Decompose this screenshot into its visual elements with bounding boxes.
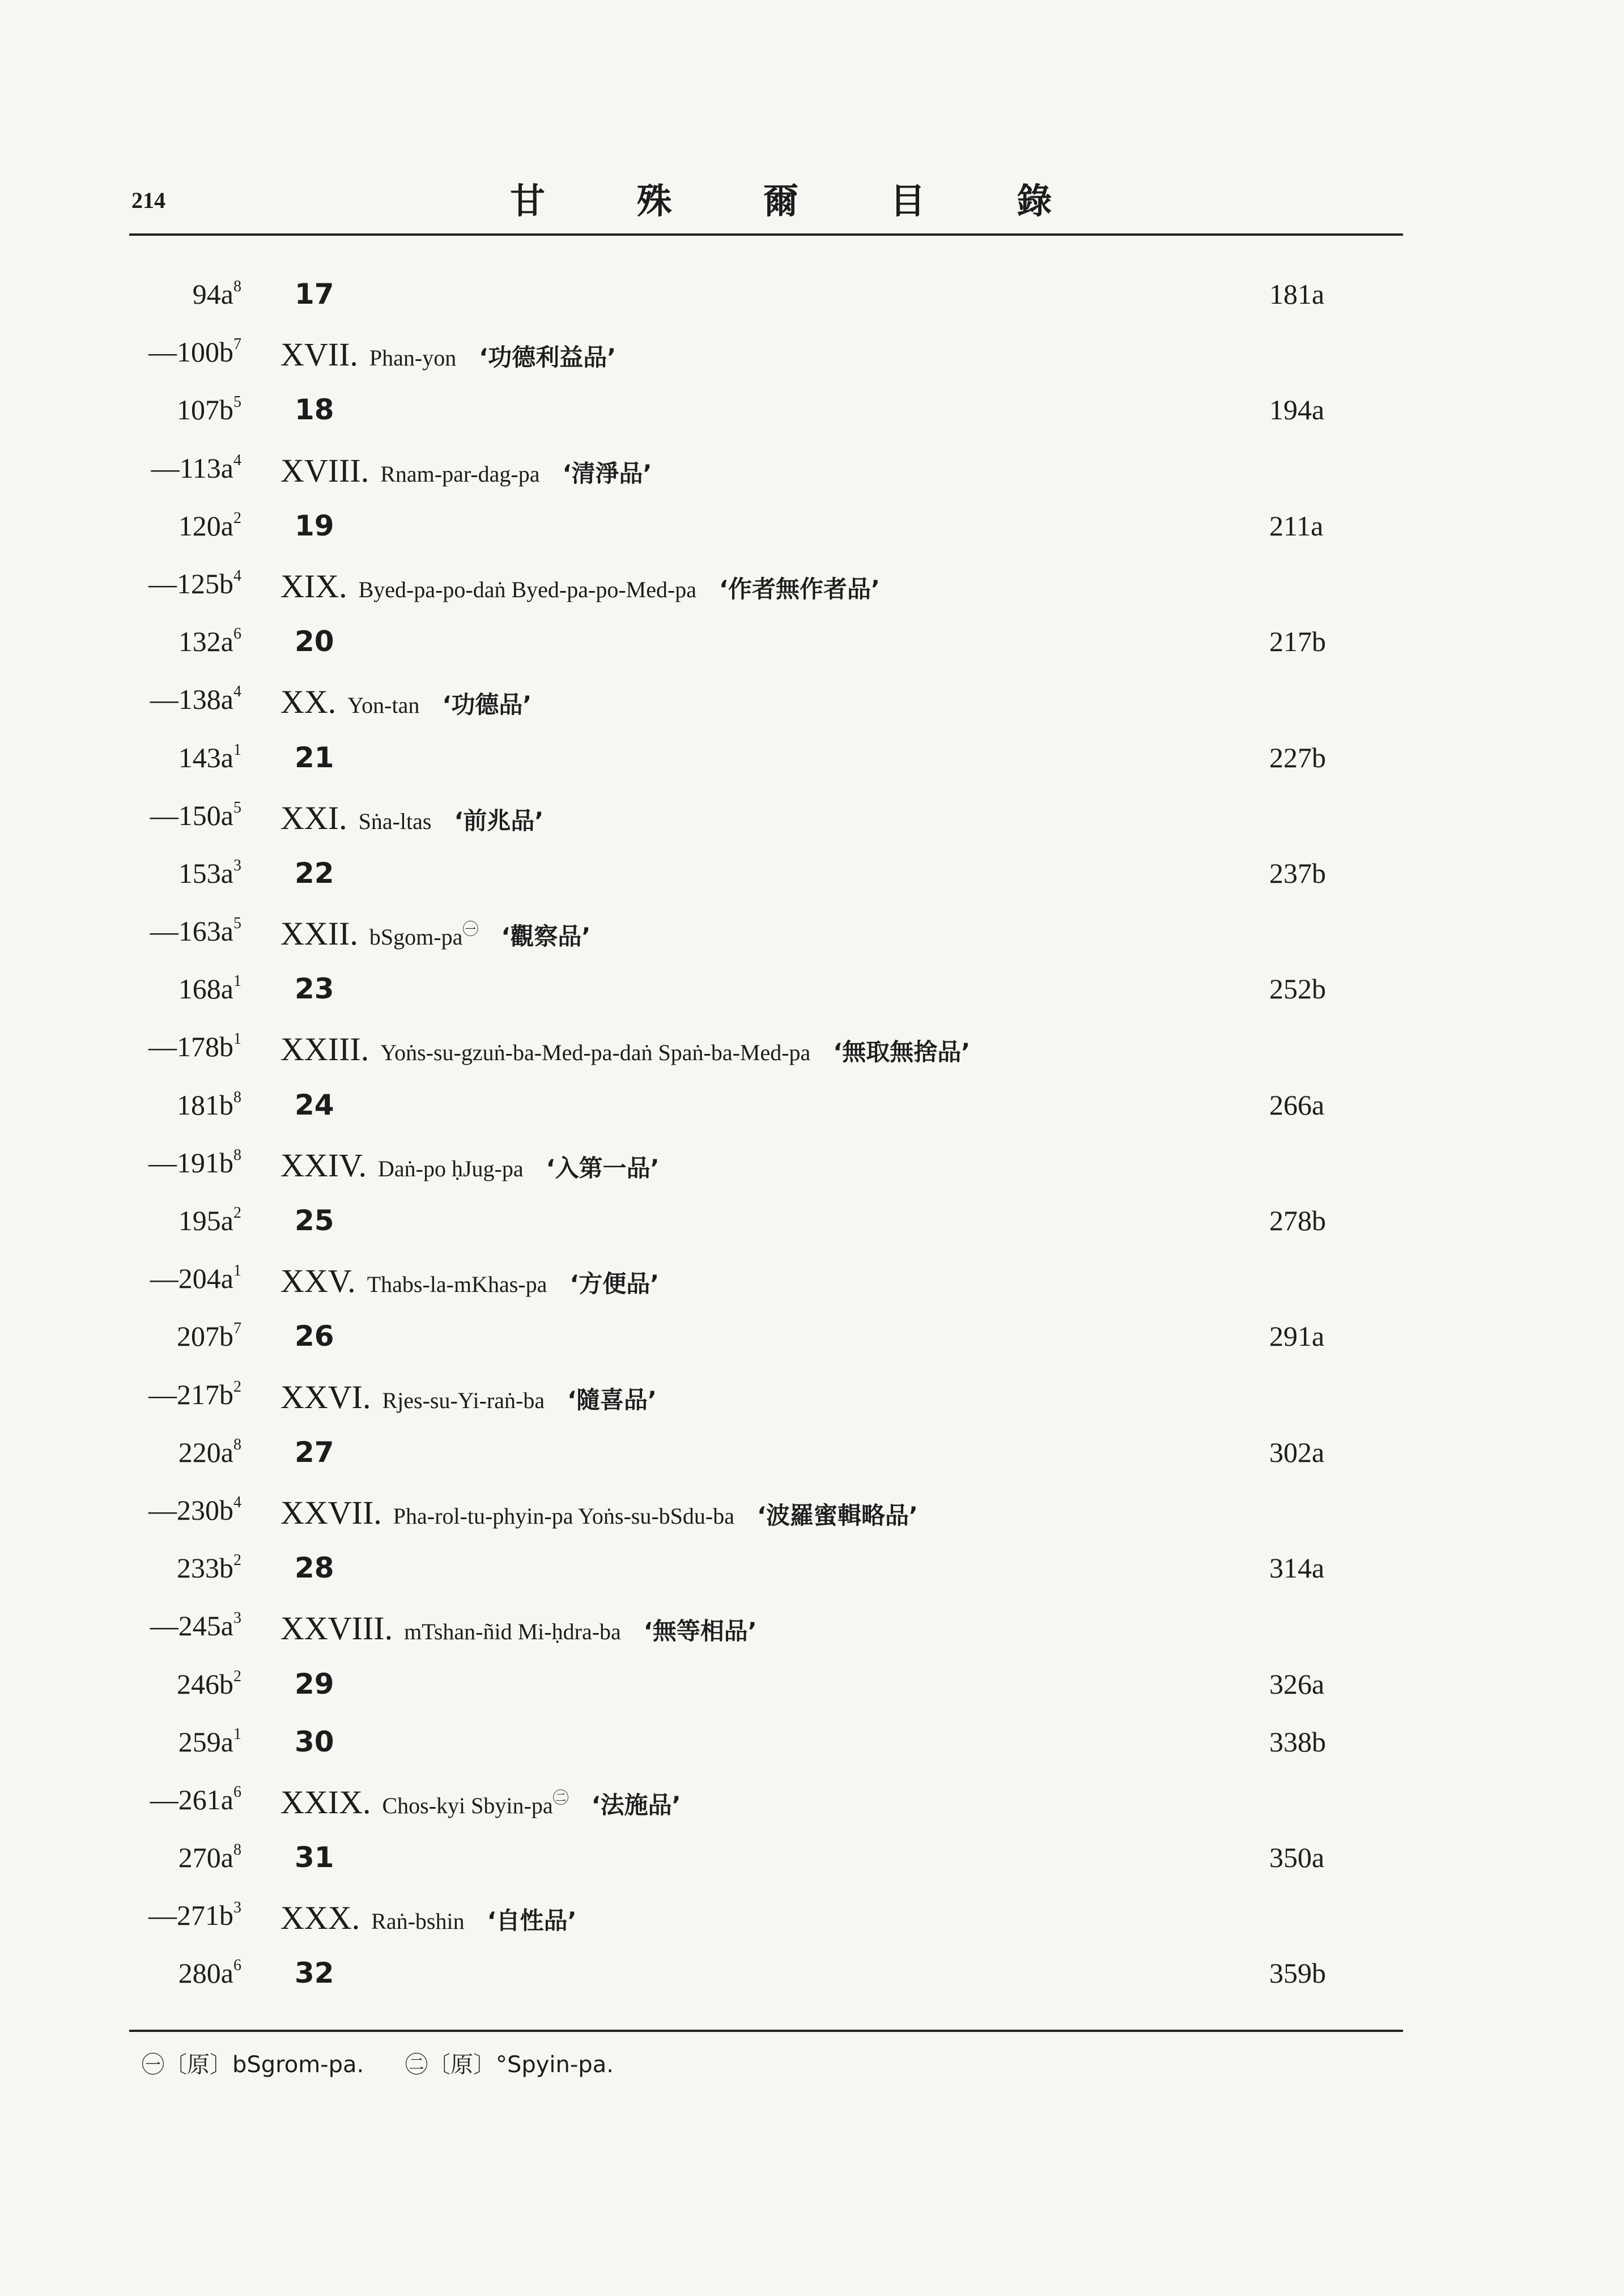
- tibetan-title: [380, 1040, 810, 1065]
- section-row: [0, 1551, 1624, 1609]
- folio-line: 2: [233, 1204, 241, 1222]
- folio: 195a: [178, 1205, 233, 1236]
- page-reference: 194a: [1269, 394, 1325, 426]
- chapter-heading: [280, 1146, 660, 1184]
- folio-line: 8: [233, 278, 241, 295]
- folio-reference: [150, 1262, 241, 1295]
- chinese-title: ‘觀察品’: [501, 922, 591, 951]
- folio: 178b: [177, 1031, 233, 1063]
- folio: 168a: [178, 973, 233, 1005]
- footnote-marker: ㊀: [462, 921, 479, 939]
- section-number: 21: [295, 741, 334, 774]
- section-row: [0, 393, 1624, 451]
- section-number: 31: [295, 1841, 334, 1874]
- folio: 181b: [177, 1089, 233, 1121]
- section-row: [0, 1668, 1624, 1725]
- tibetan-text: Byed-pa-po-daṅ Byed-pa-po-Med-pa: [358, 576, 697, 602]
- page-reference: 359b: [1269, 1957, 1326, 1989]
- chinese-title: ‘功德利益品’: [479, 343, 617, 372]
- folio-reference: [148, 1378, 241, 1411]
- folio: 138a: [178, 683, 233, 716]
- chapter-numeral: XVII.: [280, 336, 358, 373]
- page-reference: 314a: [1269, 1552, 1325, 1584]
- chapter-numeral: XXIX.: [280, 1783, 371, 1821]
- section-row: [0, 1725, 1624, 1783]
- chinese-title: ‘作者無作者品’: [719, 575, 880, 603]
- footnote-1: ㊀〔原〕bSgrom-pa.: [142, 2052, 364, 2078]
- folio-line: 3: [233, 856, 241, 874]
- folio-line: 5: [233, 915, 241, 933]
- folio: 246b: [177, 1668, 233, 1700]
- folio-reference: [148, 1899, 241, 1932]
- folio-line: 4: [233, 451, 241, 469]
- chapter-heading: [280, 335, 616, 373]
- section-number: 27: [295, 1435, 334, 1469]
- range-dash: —: [150, 1262, 178, 1295]
- section-row: [0, 1089, 1624, 1146]
- folio: 217b: [177, 1378, 233, 1410]
- tibetan-text: Sṅa-ltas: [358, 808, 432, 834]
- chinese-title: ‘入第一品’: [546, 1154, 660, 1182]
- tibetan-text: Rnam-par-dag-pa: [380, 461, 540, 487]
- folio-line: 1: [233, 972, 241, 990]
- chinese-title: ‘功德品’: [442, 691, 532, 719]
- chinese-title: ‘清淨品’: [562, 459, 652, 487]
- footnote-2: ㊁〔原〕°Spyin-pa.: [405, 2052, 614, 2078]
- chapter-row: [0, 915, 1624, 972]
- section-number: 29: [295, 1667, 334, 1700]
- chapter-heading: [280, 1262, 659, 1300]
- tibetan-title: [369, 921, 479, 950]
- section-number: 18: [295, 393, 334, 427]
- folio-reference: [177, 1668, 241, 1700]
- folio: 220a: [178, 1436, 233, 1468]
- range-dash: —: [151, 452, 180, 484]
- page-reference: 266a: [1269, 1089, 1325, 1121]
- folio-line: 5: [233, 798, 241, 817]
- section-row: [0, 857, 1624, 915]
- chapter-row: [0, 1494, 1624, 1551]
- folio-line: 1: [233, 741, 241, 759]
- section-number: 22: [295, 856, 334, 890]
- page-reference: 181a: [1269, 278, 1325, 310]
- section-row: [0, 278, 1624, 335]
- folio-reference: [178, 741, 241, 774]
- chapter-numeral: XXX.: [280, 1899, 360, 1937]
- page-reference: 302a: [1269, 1436, 1325, 1468]
- folio: 113a: [179, 452, 233, 484]
- chinese-title: ‘前兆品’: [454, 806, 544, 835]
- chapter-heading: [280, 683, 532, 721]
- tibetan-text: Daṅ-po ḥJug-pa: [378, 1155, 524, 1181]
- chapter-row: [0, 335, 1624, 393]
- section-number: 24: [295, 1088, 334, 1121]
- table-of-contents: [0, 278, 1624, 2015]
- folio-reference: [148, 1494, 241, 1527]
- footnote-rule: [129, 2030, 1403, 2032]
- folio-line: 1: [233, 1725, 241, 1743]
- chinese-title: ‘方便品’: [569, 1270, 660, 1298]
- chapter-heading: [280, 1783, 681, 1821]
- section-row: [0, 972, 1624, 1030]
- tibetan-title: [380, 461, 539, 487]
- chapter-numeral: XXIII.: [280, 1031, 369, 1068]
- chapter-numeral: XXVIII.: [280, 1610, 393, 1647]
- tibetan-text: bSgom-pa: [369, 924, 463, 950]
- folio-reference: [178, 1957, 241, 1989]
- folio-line: 4: [233, 683, 241, 701]
- tibetan-text: Chos-kyi Sbyin-pa: [382, 1792, 553, 1818]
- section-row: [0, 1957, 1624, 2014]
- folio-reference: [150, 915, 241, 947]
- folio-line: 5: [233, 393, 241, 411]
- folio-line: 1: [233, 1262, 241, 1280]
- folio: 163a: [178, 915, 233, 947]
- section-number: 17: [295, 278, 334, 311]
- folio-line: 6: [233, 625, 241, 643]
- folio-reference: [178, 1436, 241, 1469]
- chapter-numeral: XXVI.: [280, 1378, 371, 1415]
- tibetan-text: mTshan-ñid Mi-ḥdra-ba: [404, 1619, 621, 1645]
- tibetan-title: [359, 809, 432, 834]
- chapter-row: [0, 1609, 1624, 1667]
- folio-line: 6: [233, 1783, 241, 1801]
- folio-reference: [178, 857, 241, 890]
- folio-reference: [178, 1841, 241, 1874]
- folio: 120a: [178, 509, 233, 542]
- section-number: 19: [295, 509, 334, 542]
- page-reference: 217b: [1269, 626, 1326, 658]
- chapter-numeral: XIX.: [280, 567, 347, 605]
- range-dash: —: [150, 915, 178, 947]
- folio-line: 8: [233, 1146, 241, 1164]
- chapter-row: [0, 1899, 1624, 1957]
- folio: 132a: [178, 626, 233, 658]
- page-number: 214: [131, 188, 165, 213]
- folio-reference: [178, 1204, 241, 1237]
- folio-reference: [150, 799, 241, 832]
- chapter-heading: [280, 915, 590, 953]
- chinese-title: ‘法施品’: [591, 1791, 681, 1819]
- tibetan-title: [369, 345, 456, 371]
- section-row: [0, 1204, 1624, 1262]
- header-rule: [129, 233, 1403, 236]
- page-reference: 338b: [1269, 1725, 1326, 1758]
- chapter-row: [0, 799, 1624, 857]
- folio: 270a: [178, 1842, 233, 1874]
- range-dash: —: [150, 1783, 178, 1815]
- range-dash: —: [148, 1378, 177, 1410]
- folio: 245a: [178, 1610, 233, 1642]
- tibetan-title: [359, 577, 696, 602]
- tibetan-title: [371, 1908, 464, 1934]
- folio-line: 3: [233, 1609, 241, 1627]
- chapter-heading: [280, 1899, 577, 1937]
- tibetan-title: [382, 1388, 545, 1413]
- folio-line: 4: [233, 1493, 241, 1511]
- chapter-numeral: XXIV.: [280, 1146, 367, 1184]
- section-number: 26: [295, 1320, 334, 1353]
- folio-reference: [150, 1609, 241, 1642]
- folio-reference: [193, 278, 241, 311]
- chapter-heading: [280, 1030, 970, 1068]
- chapter-row: [0, 1146, 1624, 1204]
- section-number: 20: [295, 625, 334, 658]
- page-reference: 326a: [1269, 1668, 1325, 1700]
- section-number: 32: [295, 1957, 334, 1990]
- footnote-marker: ㊁: [552, 1789, 569, 1807]
- folio-line: 1: [233, 1030, 241, 1048]
- section-row: [0, 625, 1624, 683]
- folio-reference: [178, 509, 241, 542]
- folio: 143a: [178, 741, 233, 773]
- folio: 107b: [177, 394, 233, 426]
- chapter-row: [0, 567, 1624, 625]
- folio-line: 7: [233, 335, 241, 354]
- folio-reference: [148, 567, 241, 600]
- page-reference: 350a: [1269, 1842, 1325, 1874]
- folio: 280a: [178, 1957, 233, 1989]
- section-number: 30: [295, 1725, 334, 1758]
- folio-line: 4: [233, 567, 241, 585]
- folio-line: 8: [233, 1435, 241, 1453]
- chapter-numeral: XX.: [280, 683, 337, 721]
- folio-line: 2: [233, 1551, 241, 1570]
- chapter-heading: [280, 567, 880, 605]
- tibetan-title: [382, 1789, 569, 1818]
- page-reference: 252b: [1269, 973, 1326, 1005]
- tibetan-title: [393, 1503, 734, 1529]
- chinese-title: ‘無等相品’: [643, 1617, 757, 1646]
- section-number: 28: [295, 1551, 334, 1585]
- range-dash: —: [148, 336, 177, 368]
- chapter-heading: [280, 1609, 757, 1647]
- folio-line: 2: [233, 1377, 241, 1396]
- folio-reference: [178, 1725, 241, 1758]
- folio: 100b: [177, 336, 233, 368]
- folio: 207b: [177, 1320, 233, 1353]
- folio-line: 6: [233, 1957, 241, 1975]
- folio-reference: [150, 1783, 241, 1816]
- page-reference: 291a: [1269, 1320, 1325, 1353]
- chapter-heading: [280, 1494, 918, 1532]
- chinese-title: ‘隨喜品’: [567, 1385, 657, 1414]
- folio-line: 8: [233, 1841, 241, 1859]
- chapter-row: [0, 1378, 1624, 1436]
- folio-reference: [178, 972, 241, 1005]
- tibetan-title: [367, 1272, 547, 1297]
- folio: 94a: [192, 278, 233, 310]
- folio: 233b: [177, 1552, 233, 1584]
- chapter-numeral: XXV.: [280, 1262, 356, 1300]
- section-row: [0, 741, 1624, 799]
- tibetan-title: [404, 1619, 621, 1644]
- range-dash: —: [150, 1610, 178, 1642]
- range-dash: —: [150, 683, 178, 716]
- range-dash: —: [148, 1899, 177, 1932]
- folio: 150a: [178, 799, 233, 831]
- folio-line: 2: [233, 509, 241, 527]
- chapter-row: [0, 452, 1624, 509]
- chapter-row: [0, 683, 1624, 741]
- section-row: [0, 509, 1624, 567]
- section-row: [0, 1436, 1624, 1494]
- page-reference: 237b: [1269, 857, 1326, 889]
- section-number: 23: [295, 972, 334, 1006]
- tibetan-text: Yon-tan: [347, 692, 420, 718]
- section-number: 25: [295, 1204, 334, 1237]
- tibetan-text: Yoṅs-su-gzuṅ-ba-Med-pa-daṅ Spaṅ-ba-Med-pa: [380, 1040, 811, 1066]
- range-dash: —: [148, 1031, 177, 1063]
- tibetan-text: Pha-rol-tu-phyin-pa Yoṅs-su-bSdu-ba: [393, 1503, 734, 1529]
- range-dash: —: [150, 799, 178, 831]
- chinese-title: ‘波羅蜜輯略品’: [756, 1501, 918, 1529]
- chinese-title: ‘自性品’: [487, 1907, 577, 1935]
- chapter-numeral: XVIII.: [280, 452, 369, 489]
- tibetan-text: Rjes-su-Yi-raṅ-ba: [382, 1387, 545, 1413]
- folio-reference: [177, 1089, 241, 1121]
- chapter-numeral: XXII.: [280, 915, 358, 953]
- folio: 191b: [177, 1146, 233, 1179]
- folio-reference: [177, 1551, 241, 1584]
- folio: 271b: [177, 1899, 233, 1932]
- chapter-row: [0, 1262, 1624, 1320]
- page-reference: 278b: [1269, 1205, 1326, 1236]
- folio: 259a: [178, 1725, 233, 1758]
- folio-reference: [148, 335, 241, 368]
- range-dash: —: [148, 1146, 177, 1179]
- tibetan-text: Phan-yon: [369, 345, 457, 371]
- chapter-row: [0, 1783, 1624, 1841]
- page-title: 甘 殊 爾 目 錄: [510, 180, 1092, 222]
- folio-line: 3: [233, 1899, 241, 1917]
- folio-reference: [177, 1320, 241, 1353]
- chapter-heading: [280, 1378, 657, 1416]
- tibetan-title: [378, 1156, 524, 1181]
- chinese-title: ‘無取無捨品’: [833, 1038, 971, 1066]
- tibetan-text: Raṅ-bshin: [371, 1908, 465, 1934]
- folio-line: 8: [233, 1088, 241, 1106]
- chapter-row: [0, 1030, 1624, 1088]
- range-dash: —: [148, 1494, 177, 1526]
- folio: 261a: [178, 1783, 233, 1815]
- tibetan-text: Thabs-la-mKhas-pa: [367, 1272, 547, 1298]
- folio: 230b: [177, 1494, 233, 1526]
- folio: 125b: [177, 567, 233, 599]
- folio-reference: [151, 452, 241, 484]
- folio-reference: [148, 1030, 241, 1063]
- section-row: [0, 1320, 1624, 1377]
- page-reference: 211a: [1269, 509, 1324, 542]
- folio-line: 7: [233, 1320, 241, 1338]
- footnotes: [142, 2047, 648, 2079]
- tibetan-title: [347, 692, 419, 718]
- chapter-heading: [280, 799, 543, 837]
- chapter-heading: [280, 452, 652, 490]
- folio: 153a: [178, 857, 233, 889]
- range-dash: —: [148, 567, 177, 599]
- chapter-numeral: XXVII.: [280, 1494, 382, 1531]
- folio-line: 2: [233, 1667, 241, 1685]
- section-row: [0, 1841, 1624, 1899]
- folio: 204a: [178, 1262, 233, 1295]
- folio-reference: [148, 1146, 241, 1179]
- folio-reference: [150, 683, 241, 716]
- folio-reference: [177, 393, 241, 426]
- page-reference: 227b: [1269, 741, 1326, 773]
- chapter-numeral: XXI.: [280, 799, 347, 836]
- folio-reference: [178, 625, 241, 658]
